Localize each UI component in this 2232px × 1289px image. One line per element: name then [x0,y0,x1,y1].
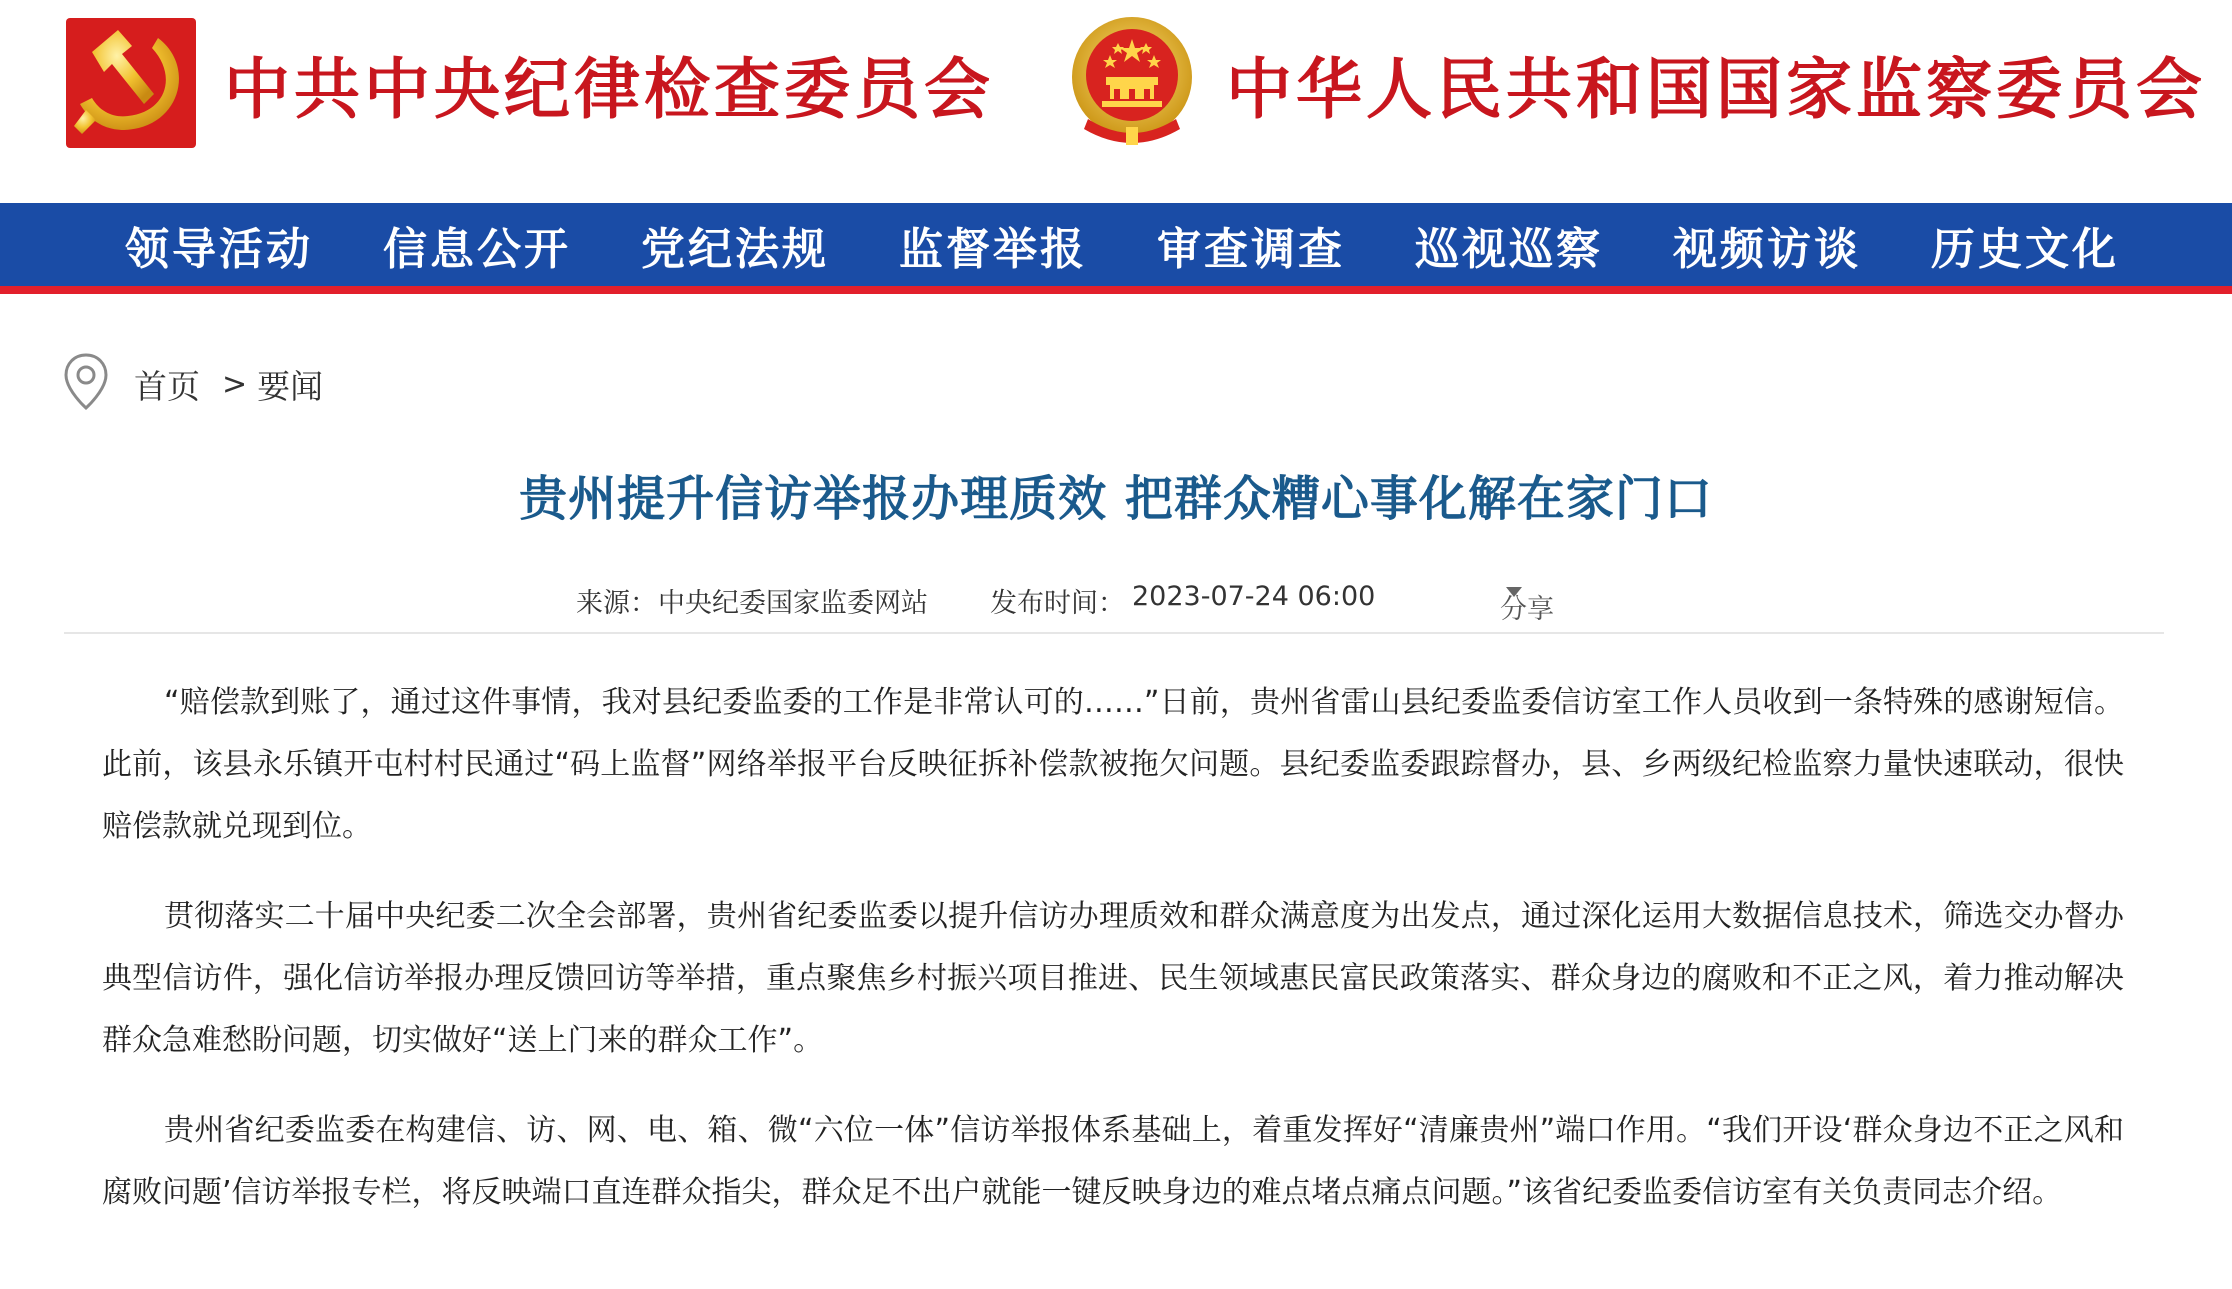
article-paragraph: 贵州省纪委监委在构建信、访、网、电、箱、微“六位一体”信访举报体系基础上，着重发挥好“清廉贵州”端口作用。“我们开设‘群众身边不正之风和腐败问题’信访举报专栏，将反映端口直连群众指尖，群众足不出户就能一键反映身边的难点堵点痛点问题。”该省纪委监委信访室有关负责同志介绍。 [102,1113,2124,1210]
publish-time-label: 发布时间： [990,588,1125,619]
main-nav [0,203,2232,294]
breadcrumb-current-link[interactable]: 要闻 [257,366,324,406]
party-emblem-icon [66,18,196,148]
source-label: 来源： [576,588,657,619]
nav-item-disclosure[interactable]: 信息公开 [383,223,571,275]
nav-item-inspection[interactable]: 巡视巡察 [1415,223,1603,275]
article-meta [0,575,2232,625]
article-paragraph: “赔偿款到账了，通过这件事情，我对县纪委监委的工作是非常认可的……”日前，贵州省雷山县纪委监委信访室工作人员收到一条特殊的感谢短信。此前，该县永乐镇开屯村村民通过“码上监督”网络举报平台反映征拆补偿款被拖欠问题。县纪委监委跟踪督办，县、乡两级纪检监察力量快速联动，很快赔偿款就兑现到位。 [102,685,2124,844]
breadcrumb [62,352,323,416]
nav-item-video[interactable]: 视频访谈 [1673,223,1861,275]
title-divider [64,632,2164,634]
brand-ccdi[interactable] [66,18,994,148]
article-title: 贵州提升信访举报办理质效 把群众糟心事化解在家门口 [519,471,1713,527]
breadcrumb-home-link[interactable]: 首页 [134,366,200,406]
share-label: 分享 [1500,594,1554,625]
publish-time-value: 2023-07-24 06:00 [1132,581,1376,612]
breadcrumb-separator: > [222,366,248,402]
nav-item-leadership[interactable]: 领导活动 [125,223,313,275]
ccdi-title: 中共中央纪律检查委员会 [224,49,994,128]
nav-item-history[interactable]: 历史文化 [1931,223,2119,275]
caret-down-icon [1506,587,1522,597]
article-paragraph: 贯彻落实二十届中央纪委二次全会部署，贵州省纪委监委以提升信访办理质效和群众满意度为出发点，通过深化运用大数据信息技术，筛选交办督办典型信访件，强化信访举报办理反馈回访等举措，重点聚焦乡村振兴项目推进、民生领域惠民富民政策落实、群众身边的腐败和不正之风，着力推动解决群众急难愁盼问题，切实做好“送上门来的群众工作”。 [102,899,2124,1058]
location-pin-icon [62,352,110,416]
nsc-title: 中华人民共和国国家监察委员会 [1226,49,2206,128]
brand-nsc[interactable] [1068,18,2206,148]
source-value: 中央纪委国家监委网站 [658,588,928,619]
nav-item-regulations[interactable]: 党纪法规 [641,223,829,275]
article-body [102,672,2124,1252]
site-header [0,0,2232,203]
national-emblem-icon [1068,15,1196,151]
nav-item-investigation[interactable]: 审查调查 [1157,223,1345,275]
nav-item-report[interactable]: 监督举报 [899,223,1087,275]
